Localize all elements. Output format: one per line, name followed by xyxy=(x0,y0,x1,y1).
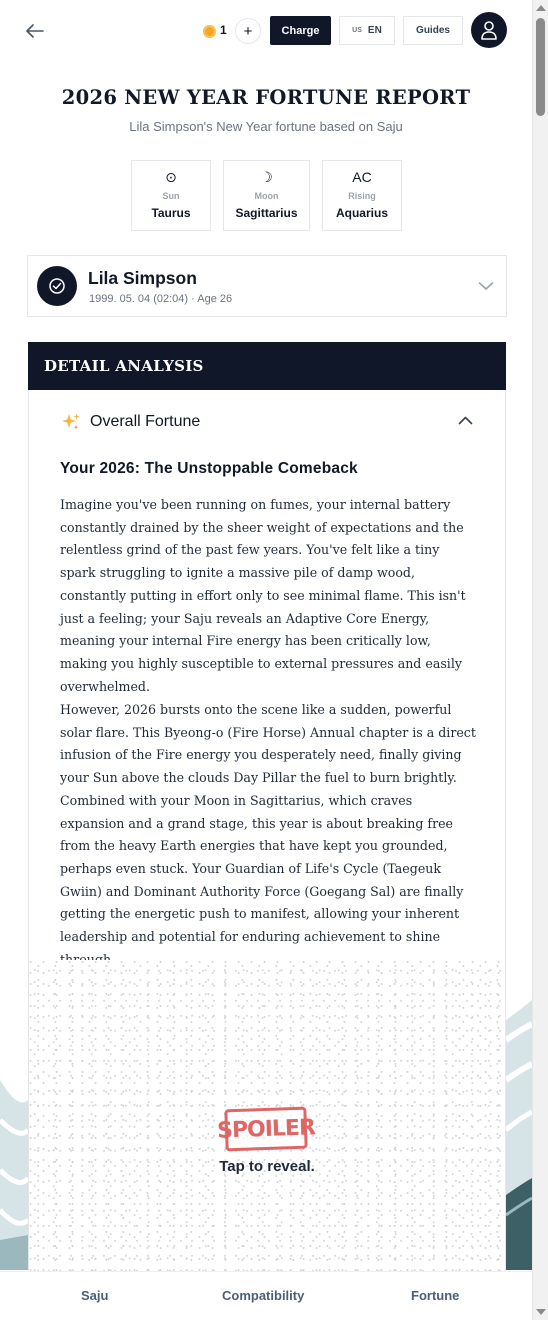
coin-count: 1 xyxy=(220,23,227,37)
bottom-nav xyxy=(0,1271,532,1320)
add-coins-button[interactable]: + xyxy=(235,18,261,44)
person-card[interactable] xyxy=(27,255,507,317)
arrow-left-icon xyxy=(26,24,44,38)
expand-person-button[interactable] xyxy=(478,278,494,296)
nav-compatibility[interactable]: Compatibility xyxy=(222,1288,305,1303)
ascendant-icon: AC xyxy=(352,169,372,185)
scroll-up-arrow-icon[interactable] xyxy=(536,5,546,11)
guides-button[interactable]: Guides xyxy=(403,16,463,45)
sign-label: Sun xyxy=(162,191,180,201)
decorative-wave-right xyxy=(506,1000,532,1270)
spoiler-overlay[interactable] xyxy=(29,960,505,1290)
detail-analysis-panel xyxy=(28,390,506,1290)
report-subtitle: Lila Simpson's New Year fortune based on Saju xyxy=(129,119,403,134)
scrollbar[interactable] xyxy=(532,0,548,1320)
moon-icon: ☽ xyxy=(260,169,273,185)
tap-to-reveal-label: Tap to reveal. xyxy=(219,1158,315,1175)
sign-value: Aquarius xyxy=(335,206,388,220)
sign-value: Taurus xyxy=(151,206,191,220)
fortune-heading: Your 2026: The Unstoppable Comeback xyxy=(60,460,358,477)
decorative-wave-left xyxy=(0,1060,28,1270)
coin-icon xyxy=(203,25,216,38)
language-selector[interactable] xyxy=(339,16,395,45)
nav-saju[interactable]: Saju xyxy=(81,1288,109,1303)
flag-icon: US xyxy=(352,27,362,34)
fortune-paragraph-2: However, 2026 bursts onto the scene like a sudden, powerful solar flare. This Byeong-o (Fire Horse) Annual chapter is a direct infusion of the Fire energy you desperately need, finally giving your Sun above the clouds Day Pillar the fuel to burn brightly. Combined with your Moon in Sagittarius, which craves expansion and a grand stage, this year is about breaking free from the heavy Earth energies that have kept you grounded, perhaps even stuck. Your Guardian of Life's Cycle (Taegeuk Gwiin) and Dominant Authority Force (Goegang Sal) are finally getting the energetic push to manifest, allowing your inherent leadership and potential for enduring achievement to shine xyxy=(60,702,476,945)
check-circle-icon xyxy=(48,277,66,295)
sign-label: Moon xyxy=(254,191,279,201)
top-bar xyxy=(0,12,532,50)
charge-button[interactable]: Charge xyxy=(270,16,331,45)
profile-button[interactable] xyxy=(471,12,507,48)
chevron-down-icon xyxy=(478,281,494,291)
detail-analysis-header: DETAIL ANALYSIS xyxy=(28,342,506,390)
sparkle-icon xyxy=(61,412,81,432)
person-birth-info: 1999. 05. 04 (02:04) · Age 26 xyxy=(89,293,233,305)
overall-fortune-toggle[interactable] xyxy=(61,412,473,434)
section-title: Overall Fortune xyxy=(90,413,201,430)
nav-fortune[interactable]: Fortune xyxy=(411,1288,460,1303)
scrollbar-thumb[interactable] xyxy=(536,18,545,116)
sun-sign-card xyxy=(131,160,211,231)
moon-sign-card xyxy=(223,160,310,231)
scroll-down-arrow-icon[interactable] xyxy=(536,1309,546,1315)
person-name: Lila Simpson xyxy=(88,268,197,288)
back-button[interactable] xyxy=(22,18,48,44)
report-title: 2026 NEW YEAR FORTUNE REPORT xyxy=(61,86,471,109)
spoiler-stamp: SPOILER xyxy=(224,1107,307,1152)
sign-value: Sagittarius xyxy=(235,206,298,220)
user-icon xyxy=(480,20,498,40)
sun-icon: ⊙ xyxy=(165,169,177,185)
sign-label: Rising xyxy=(348,191,376,201)
person-avatar xyxy=(37,266,77,306)
chevron-up-icon xyxy=(458,416,473,425)
fortune-paragraph-1: Imagine you've been running on fumes, your internal battery constantly drained by the sheer weight of expectations and the relentless grind of the past few years. You've felt like a tiny spark struggling to ignite a massive pile of damp wood, constantly putting in effort only to see minimal flame. This isn't just a feeling; your Saju reveals an Adaptive Core Energy, meaning your internal Fire energy has been critically low, making you highly susceptible to external pressures and easily overwhelmed. xyxy=(60,497,466,694)
language-label: EN xyxy=(367,25,382,36)
rising-sign-card xyxy=(322,160,402,231)
